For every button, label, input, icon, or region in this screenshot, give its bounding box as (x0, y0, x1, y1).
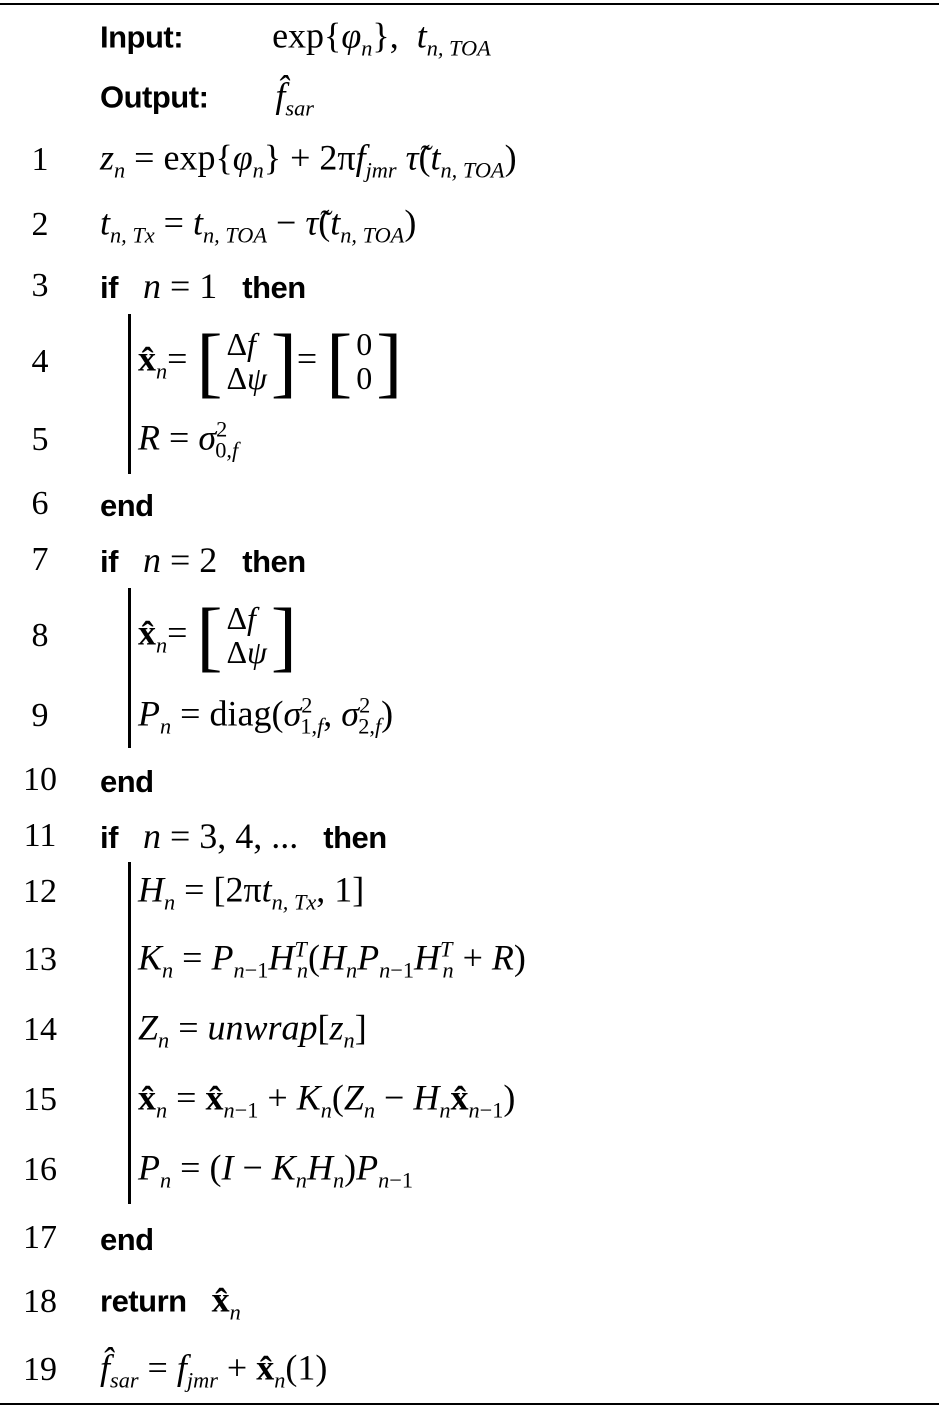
algorithm-line (0, 530, 939, 590)
algorithm-line (0, 320, 939, 404)
algorithm-line (0, 1070, 939, 1130)
algorithm-line (0, 256, 939, 316)
output-row (0, 68, 939, 128)
line-8-expression: $x̂_n=$ [ Δf Δψ ] (138, 592, 297, 679)
line-1-expression: $z_n = \exp\{\varphi_n\} + 2\pi f_{jmr}$ $\taũ(t_{n, TOA})$ (100, 137, 517, 183)
line-4-expression: $x̂_n=$ [ Δf Δψ ] = [ 0 0 ] (138, 318, 403, 405)
algorithm-line (0, 750, 939, 810)
algorithm-line (0, 130, 939, 190)
condition: n = 3, 4, ... (142, 816, 299, 856)
keyword-then: then (242, 544, 306, 579)
line-number: 3 (31, 267, 49, 304)
line-number: 2 (31, 206, 49, 243)
line-number: 17 (23, 1219, 57, 1256)
line-19-expression: $f̂_{sar} = f_{jmr}$ + $x̂_n(1)$ (100, 1347, 328, 1393)
line-number: 16 (23, 1151, 57, 1188)
line-9-expression: $P_n$ = $diag(\sigma^2_{1,f}$, $\sigma^2_{2,f}$) (138, 692, 394, 739)
line-12-expression: $H_n = [2\pi t_{n, Tx}$, 1] (138, 869, 365, 915)
keyword-then: then (323, 820, 387, 855)
line-number: 4 (31, 343, 49, 380)
line-16-expression: $P_n = (I - K_nH_n)P_{n-1}$ (138, 1147, 413, 1193)
line-2-expression: $t_{n, Tx} = t_{n, TOA}$ − $\taũ(t_{n, TOA})$ (100, 202, 417, 248)
line-13-expression: $K_n = P_{n-1}H^T_n(H_nP_{n-1}H^T_n + R)$ (138, 936, 526, 983)
line-number: 7 (31, 541, 49, 578)
algorithm-line (0, 686, 939, 746)
top-rule (0, 3, 939, 5)
keyword-end: end (100, 764, 154, 799)
line-number: 13 (23, 941, 57, 978)
algorithm-line (0, 410, 939, 470)
line-number: 14 (23, 1011, 57, 1048)
keyword-end: end (100, 1222, 154, 1257)
condition: n = 2 (142, 540, 218, 580)
algorithm-line (0, 474, 939, 534)
line-14-expression: $Z_n$ = $unwrap[z_n]$ (138, 1007, 367, 1053)
line-number: 12 (23, 873, 57, 910)
algorithm-line (0, 1340, 939, 1400)
algorithm-line (0, 1140, 939, 1200)
line-number: 11 (23, 817, 57, 854)
line-15-expression: $x̂_n$ = $x̂_{n-1} + K_n(Z_n$ − $H_nx̂_{n-1}$) (138, 1077, 516, 1123)
condition: n = 1 (142, 266, 218, 306)
input-label: Input: (100, 19, 184, 55)
input-value: $\exp\{\varphi_n\}$, $t_{n, TOA}$ (272, 15, 491, 61)
algorithm-line (0, 862, 939, 922)
return-value: $x̂_n$ (211, 1279, 241, 1325)
line-number: 9 (31, 697, 49, 734)
line-number: 8 (31, 617, 49, 654)
output-value: $f̂_{sar}$ (275, 75, 314, 121)
line-number: 19 (23, 1351, 57, 1388)
keyword-if: if (100, 544, 118, 579)
bottom-rule (0, 1403, 939, 1405)
line-5-expression: $R = \sigma^2_{0,f}$ (138, 416, 239, 463)
line-number: 15 (23, 1081, 57, 1118)
line-number: 6 (31, 485, 49, 522)
line-number: 18 (23, 1283, 57, 1320)
algorithm-line (0, 930, 939, 990)
line-number: 1 (31, 141, 49, 178)
line-number: 5 (31, 421, 49, 458)
keyword-if: if (100, 820, 118, 855)
algorithm-line (0, 806, 939, 866)
algorithm-line (0, 1272, 939, 1332)
input-row (0, 8, 939, 68)
output-label: Output: (100, 79, 209, 115)
algorithm-line (0, 195, 939, 255)
keyword-return: return (100, 1283, 187, 1319)
keyword-if: if (100, 270, 118, 305)
algorithm-line (0, 1000, 939, 1060)
line-number: 10 (23, 761, 57, 798)
keyword-end: end (100, 488, 154, 523)
algorithm-line (0, 594, 939, 678)
algorithm-line (0, 1208, 939, 1268)
keyword-then: then (242, 270, 306, 305)
